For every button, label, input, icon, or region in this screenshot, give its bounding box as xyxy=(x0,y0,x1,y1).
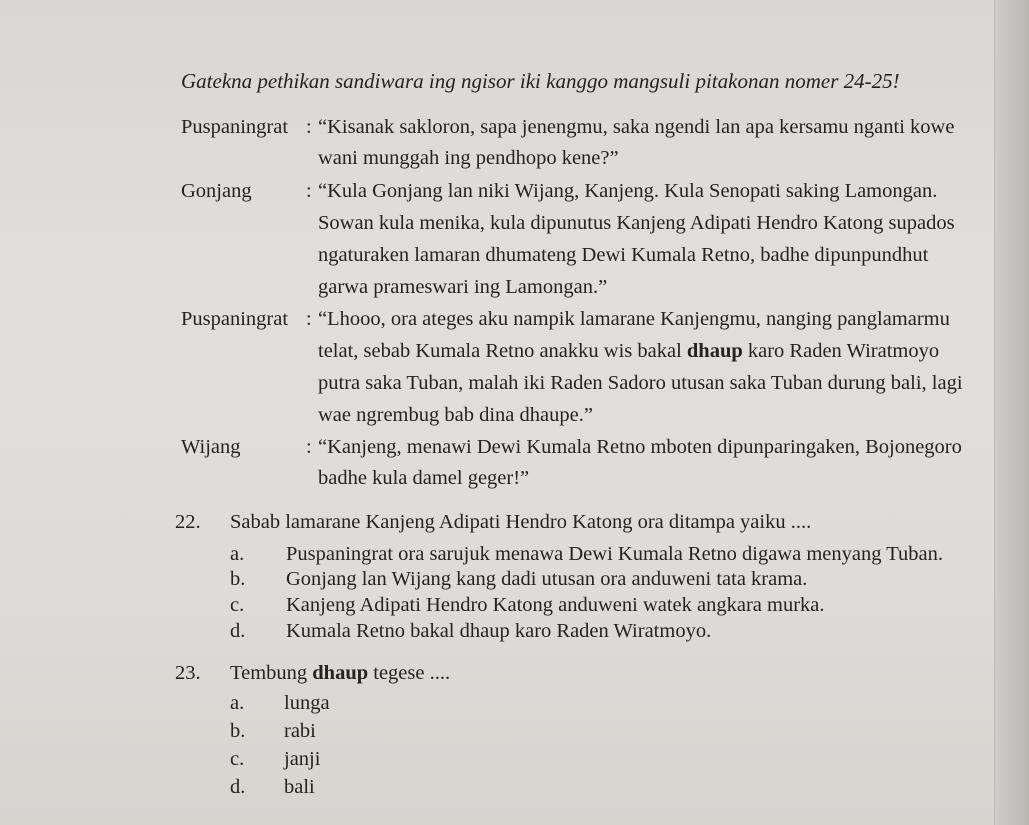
question-text-part: Tembung xyxy=(230,662,308,684)
speaker-gonjang: Gonjang xyxy=(181,180,252,202)
option-text: janji xyxy=(284,748,321,770)
dialogue-line-part: telat, sebab Kumala Retno anakku wis bakal xyxy=(318,340,682,362)
speaker-wijang: Wijang xyxy=(181,436,241,458)
option-letter: d. xyxy=(230,776,246,798)
dialogue-line: wani munggah ing pendhopo kene?” xyxy=(318,147,619,169)
dialogue-line: badhe kula damel geger!” xyxy=(318,467,530,489)
speaker-puspaningrat: Puspaningrat xyxy=(181,116,289,138)
option-text: Gonjang lan Wijang kang dadi utusan ora anduweni tata krama. xyxy=(286,568,808,590)
speaker-colon: : xyxy=(306,116,312,138)
option-letter: a. xyxy=(230,543,245,565)
instruction-text: Gatekna pethikan sandiwara ing ngisor iki kanggo mangsuli pitakonan nomer 24-25! xyxy=(181,69,900,93)
option-text: rabi xyxy=(284,720,316,742)
dialogue-line-part: karo Raden Wiratmoyo xyxy=(747,340,940,362)
speaker-puspaningrat: Puspaningrat xyxy=(181,308,289,330)
option-text: bali xyxy=(284,776,315,798)
speaker-colon: : xyxy=(306,180,312,202)
page-edge xyxy=(994,0,1029,825)
option-text: Puspaningrat ora sarujuk menawa Dewi Kumala Retno digawa menyang Tuban. xyxy=(286,543,944,565)
option-letter: c. xyxy=(230,748,245,770)
option-letter: b. xyxy=(230,568,246,590)
option-letter: a. xyxy=(230,692,245,714)
dialogue-line: Sowan kula menika, kula dipunutus Kanjeng Adipati Hendro Katong supados xyxy=(318,212,955,234)
speaker-colon: : xyxy=(306,308,312,330)
dialogue-line: ngaturaken lamaran dhumateng Dewi Kumala Retno, badhe dipunpundhut xyxy=(318,244,929,266)
dialogue-line: “Kula Gonjang lan niki Wijang, Kanjeng. Kula Senopati saking Lamongan. xyxy=(318,180,938,202)
option-text: Kumala Retno bakal dhaup karo Raden Wiratmoyo. xyxy=(286,620,712,642)
dialogue-line: “Kanjeng, menawi Dewi Kumala Retno mboten dipunparingaken, Bojonegoro xyxy=(318,436,962,458)
option-text: lunga xyxy=(284,692,330,714)
option-letter: d. xyxy=(230,620,246,642)
dialogue-line xyxy=(318,340,939,363)
option-letter: b. xyxy=(230,720,246,742)
keyword-dhaup: dhaup xyxy=(686,340,743,362)
dialogue-line: garwa prameswari ing Lamongan.” xyxy=(318,276,608,298)
question-number: 22. xyxy=(175,511,201,533)
question-text xyxy=(230,662,450,685)
dialogue-line: “Lhooo, ora ateges aku nampik lamarane Kanjengmu, nanging panglamarmu xyxy=(318,308,950,330)
dialogue-line: putra saka Tuban, malah iki Raden Sadoro utusan saka Tuban durung bali, lagi xyxy=(318,372,963,394)
question-text-part: tegese .... xyxy=(373,662,451,684)
dialogue-line: “Kisanak sakloron, sapa jenengmu, saka ngendi lan apa kersamu nganti kowe xyxy=(318,116,955,138)
speaker-colon: : xyxy=(306,436,312,458)
dialogue-line: wae ngrembug bab dina dhaupe.” xyxy=(318,404,593,426)
option-text: Kanjeng Adipati Hendro Katong anduweni watek angkara murka. xyxy=(286,594,825,616)
keyword-dhaup: dhaup xyxy=(312,662,369,684)
question-number: 23. xyxy=(175,662,201,684)
option-letter: c. xyxy=(230,594,245,616)
question-text: Sabab lamarane Kanjeng Adipati Hendro Katong ora ditampa yaiku .... xyxy=(230,511,812,533)
